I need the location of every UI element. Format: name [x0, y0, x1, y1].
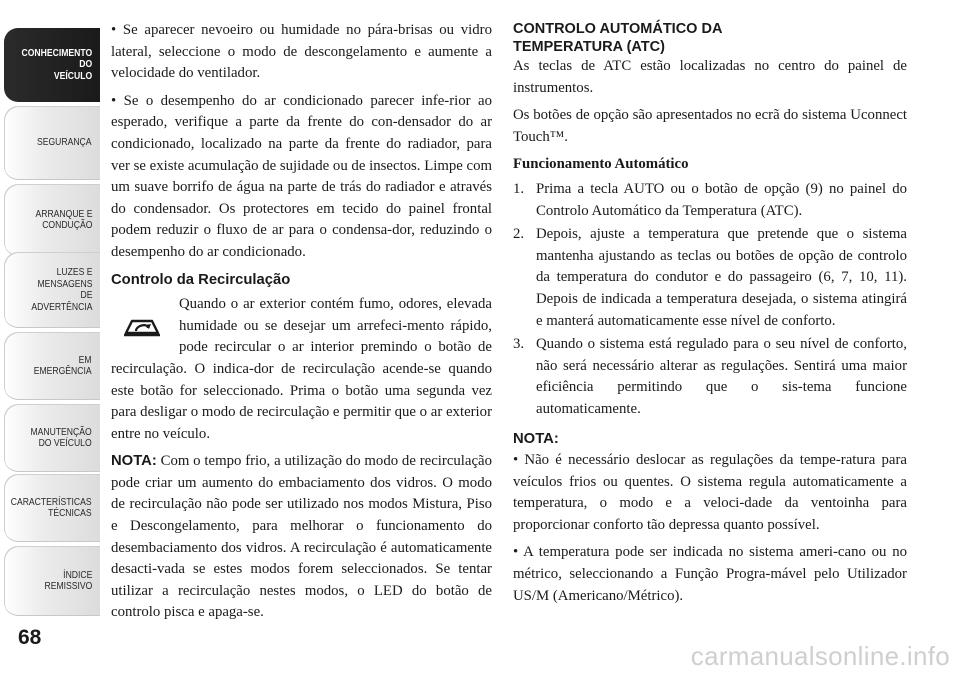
tab-label: LUZES E MENSAGENS DE ADVERTÊNCIA	[30, 266, 92, 313]
step-text: Prima a tecla AUTO ou o botão de opção (9) no painel do Controlo Automático da Temperatura (ATC).	[536, 180, 907, 219]
nota-bullet-1: • Não é necessário deslocar as regulações da tempe-ratura para veículos frios ou quentes. O sistema regula automaticamente a temperatura, o modo e a veloci-dade da ventoinha para proporcionar conforto tão depressa quanto possível.	[513, 452, 907, 533]
step-text: Depois, ajuste a temperatura que pretende que o sistema mantenha ajustando as teclas ou botões de opção de controlo da temperatura do condutor e do passageiro (6, 7, 10, 11). Depois de indicada a temperatura desejada, o sistema atingirá e manterá automaticamente esse nível de conforto.	[536, 226, 907, 329]
tab-luzes-e-mensagens[interactable]	[4, 252, 100, 328]
left-column	[111, 20, 492, 630]
left-nota	[111, 451, 492, 624]
page-number: 68	[18, 626, 42, 649]
atc-heading-line2: TEMPERATURA (ATC)	[513, 39, 665, 55]
tab-indice-remissivo[interactable]	[4, 546, 100, 616]
step-number: 3.	[513, 336, 525, 353]
step-number: 2.	[513, 226, 525, 243]
recirculation-icon	[111, 298, 173, 356]
atc-heading-line1: CONTROLO AUTOMÁTICO DA	[513, 21, 723, 37]
right-column	[513, 20, 907, 613]
tab-arranque-e-conducao[interactable]	[4, 184, 100, 256]
atc-intro-2: Os botões de opção são apresentados no ecrã do sistema Uconnect Touch™.	[513, 107, 907, 145]
nota-bullet-2: • A temperatura pode ser indicada no sistema ameri-cano ou no métrico, seleccionando a Função Progra-mável pelo Utilizador US/M (Americano/Métrico).	[513, 544, 907, 604]
recirculation-heading: Controlo da Recirculação	[111, 271, 291, 288]
recirculation-section	[111, 294, 492, 445]
auto-operation-heading: Funcionamento Automático	[513, 156, 689, 173]
tab-label: SEGURANÇA	[37, 136, 92, 149]
tab-seguranca[interactable]	[4, 106, 100, 180]
tab-em-emergencia[interactable]	[4, 332, 100, 400]
right-nota-label: NOTA:	[513, 430, 559, 447]
step-text: Quando o sistema está regulado para o seu nível de conforto, não será necessário alterar as regulações. Sentirá uma maior eficiência permitindo que o sis-tema funcione automaticamente.	[536, 336, 907, 417]
tab-label: CARACTERÍSTICAS TÉCNICAS	[11, 495, 92, 519]
step-item	[513, 334, 907, 420]
recirculation-text: Quando o ar exterior contém fumo, odores, elevada humidade ou se desejar um arrefeci-mento rápido, pode recircular o ar interior premindo o botão de recirculação. O indica-dor de recirculação acende-se quando este botão for seleccionado. Prima o botão uma segunda vez para desligar o modo de recirculação e permitir que o ar exterior entre no veículo.	[111, 296, 492, 442]
tab-label: CONHECIMENTO DO VEÍCULO	[21, 46, 92, 82]
step-number: 1.	[513, 180, 525, 197]
chapter-tabs	[0, 0, 100, 678]
watermark: carmanualsonline.info	[690, 641, 950, 671]
nota-text: Com o tempo frio, a utilização do modo de recirculação pode criar um aumento do embaciamento dos vidros. O modo de recirculação não pode ser utilizado nos modos Mistura, Piso e Descongelamento, para melhorar o funcionamento do desembaciamento dos vidros. A recirculação é automaticamente desacti-vada se estes modos forem seleccionados. Se tentar utilizar a recirculação nestes modos, o LED do botão de controlo pisca e apaga-se.	[111, 453, 492, 621]
tab-caracteristicas-tecnicas[interactable]	[4, 474, 100, 542]
step-item	[513, 224, 907, 332]
tab-label: ARRANQUE E CONDUÇÃO	[35, 207, 92, 231]
auto-steps-list	[513, 179, 907, 421]
atc-intro-1: As teclas de ATC estão localizadas no centro do painel de instrumentos.	[513, 58, 907, 96]
tab-label: ÍNDICE REMISSIVO	[44, 568, 92, 592]
nota-label: NOTA:	[111, 453, 157, 470]
step-item	[513, 179, 907, 222]
tab-manutencao-do-veiculo[interactable]	[4, 404, 100, 472]
tab-label: MANUTENÇÃO DO VEÍCULO	[30, 425, 92, 449]
fog-tip-bullet: • Se aparecer nevoeiro ou humidade no pára-brisas ou vidro lateral, seleccione o modo de descongelamento e aumente a velocidade do ventilador.	[111, 22, 492, 82]
tab-label: EM EMERGÊNCIA	[34, 353, 92, 377]
tab-conhecimento-do-veiculo[interactable]	[4, 28, 100, 102]
ac-performance-bullet: • Se o desempenho do ar condicionado parecer infe-rior ao esperado, verifique a parte da frente do con-densador do ar condicionado, localizado na parte da frente do radiador, para ver se existe acumulação de sujidade ou de insectos. Limpe com um suave borrifo de água na parte de trás do radiador e através do condensador. Os protectores em tecido do painel frontal podem reduzir o fluxo de ar para o condensa-dor, reduzindo o desempenho do ar condicionado.	[111, 92, 492, 260]
